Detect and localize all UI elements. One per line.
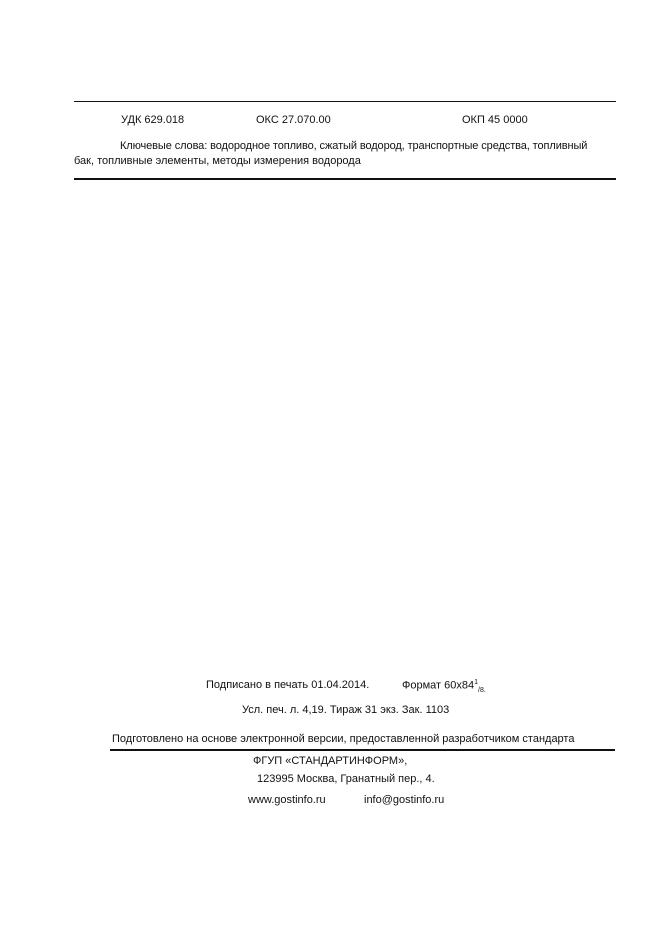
- format-sub: /8.: [478, 686, 486, 694]
- keywords-line-2: бак, топливные элементы, методы измерения водорода: [74, 155, 361, 167]
- address: 123995 Москва, Гранатный пер., 4.: [257, 773, 435, 785]
- website-link[interactable]: www.gostinfo.ru: [248, 794, 326, 806]
- udk-code: УДК 629.018: [121, 114, 185, 126]
- keywords-line-1: Ключевые слова: водородное топливо, сжатый водород, транспортные средства, топливный: [120, 140, 588, 152]
- okp-code: ОКП 45 0000: [462, 114, 528, 126]
- signed-date: Подписано в печать 01.04.2014.: [206, 679, 370, 691]
- email-link[interactable]: info@gostinfo.ru: [364, 794, 445, 806]
- prepared-note: Подготовлено на основе электронной версии, предоставленной разработчиком стандарта: [112, 733, 575, 745]
- top-rule: [74, 101, 616, 102]
- oks-code: ОКС 27.070.00: [256, 114, 331, 126]
- format-label: Формат 60x84: [402, 679, 475, 692]
- format: [402, 679, 486, 694]
- format-sup: 1: [474, 679, 479, 686]
- publisher: ФГУП «СТАНДАРТИНФОРМ»,: [253, 755, 408, 767]
- imprint-rule: [110, 749, 615, 751]
- print-info: Усл. печ. л. 4,19. Тираж 31 экз. Зак. 1103: [242, 704, 450, 716]
- keywords-rule: [74, 178, 616, 180]
